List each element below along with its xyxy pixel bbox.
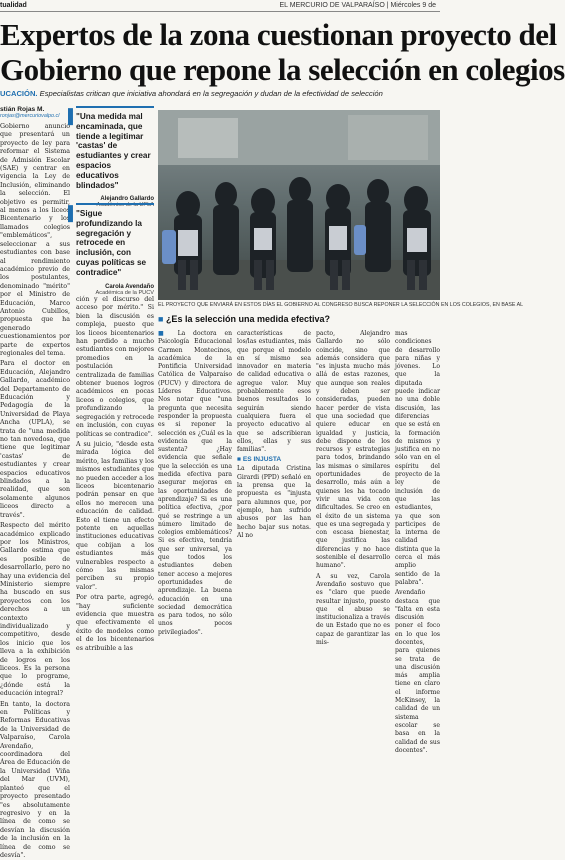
paragraph: En tanto, la doctora en Políticas y Reformas Educativas de la Universidad de Valparaíso, Carola Avendaño, coordinadora del Área de Educación de la Universidad Viña del Mar (UVM), planteó que el proyecto presentado "es absolutamente regresivo y en la línea de como se desvían la discusión de la inclusión en la línea de como se desvía". [0,700,70,859]
pull-quote-role: Académico de la UPLA [96,202,154,209]
article-column-6 [395,330,440,754]
byline-name: stián Rojas M. [0,106,45,113]
section-subhead [158,314,440,324]
deck [0,89,460,98]
headline [0,17,565,87]
paragraph: características de los/las estudiantes, más que porque el modelo en sí mismo sea innovador en materia de calidad educativa o agregue valor. Muy probablemente esos buenos resultados lo seguirán siendo cualquiera fuera el proyecto educativo al que se adscribieran ellos, ellas y sus familias". [237,330,311,454]
pull-quote-2 [68,203,154,296]
square-bullet-icon: ■ [158,330,178,337]
square-bullet-icon: ■ [158,314,166,324]
header-divider [0,11,440,12]
pull-quote-role: Académica de la PUCV [95,289,154,296]
publication-date-line: EL MERCURIO DE VALPARAÍSO | Miércoles 9 de [279,2,436,9]
section-label: tualidad [0,2,27,9]
students-photo-illustration [158,110,440,300]
inline-subtitle [237,456,311,463]
paragraph: Avendaño destaca que "falta en esta discusión poner el foco en lo que los docentes, para quienes se trata de una discusión más amplia tiene en claro el informe McKinsey, la calidad de un sistema escolar se basa en la calidad de sus docentes". [395,589,440,754]
pull-quote-text: "Una medida mal encaminada, que tiende a legitimar 'castas' de estudiantes y crear espacios educativos blindados" [76,112,151,190]
article-column-4 [237,330,311,550]
paragraph: Respecto del mérito académico explicado por los Ministros, Gallardo estima que es posible de desarrollarlo, pero no hay una evidencia del Ministerio siempre ha buscado en sus proyectos con los derechos a un contexto individualizado y competitivo, desde los inicio que los lleva a la exhibición de logros en los liceos. Es la persona que lo programe, ¿dónde está la educación integral? [0,522,70,698]
paragraph-text: La doctora en Psicología Educacional Carmen Montecinos, académica de la Pontificia Universidad Católica de Valparaíso (PUCV) y directora de Líderes Educativos. Nos notar que "una pregunta que necesita responder la propuesta es si reponer la selección es ¿Cuál es la evidencia que la sustenta? ¿Hay evidencia que señale que la selección es una medida efectiva para asegurar mejoras en las oportunidades de aprendizaje? Si es una política efectiva, ¿por qué se restringe a un número limitado de colegios emblemáticos? Si es efectiva, tendría que ser universal, ya que todos los estudiantes deben tener acceso a mejores oportunidades de aprendizaje. La buena educación en una sociedad democrática es para todos, no sólo unos pocos privilegiados". [158,330,232,636]
paragraph: mas condiciones de desarrollo para niñas y jóvenes. Lo que la diputada puede indicar no una doble discusión, las diferencias que se está en la formación de mismos y justifica en no sólo van en el espíritu del proyecto de la ley de inclusión de que las estudiantes, ya que son participes de la interna de calidad distinta que la cerca el más amplio sentido de la palabra". [395,330,440,586]
paragraph: A su juicio, "desde esta mirada lógica del mérito, las familias y los mismos estudiantes que no pueden acceder a los liceos bicentenario podrán pensar en que ellos no merecen una educación de calidad. Esto el tiene un efecto potente en aquellas instituciones educativas que cobijan a los estudiantes más vulnerables respecto a cómo las mismas perciben su propio valor". [76,440,154,591]
headline-line-2: Gobierno que repone la selección en colegios [0,52,565,87]
deck-tag: UCACIÓN. [0,89,38,98]
paragraph: Por otra parte, agregó, "hay suficiente evidencia que muestra que efectivamente el éxito de modelos como el de los bicentenarios es atribuible a las [76,594,154,652]
paragraph: Para el doctor en Educación, Alejandro Gallardo, académico del Departamento de Educación y Pedagogía de la Universidad de Playa Ancha (UPLA), se trata de "una medida no tan novedosa, que tiene que legitimar 'castas' de estudiantes y crear espacios educativos blindados a la realidad, que son solamente algunos liceos directo a través". [0,360,70,519]
paragraph: La diputada Cristina Girardi (PPD) señaló en la prensa que la propuesta es "injusta para alumnos que, por ejemplo, han sufrido abusos por las han hecho bajar sus notas. Al no [237,465,311,539]
article-column-1 [0,106,70,859]
paragraph: Gobierno anunció que presentará un proyecto de ley para reformar el Sistema de Admisión Escolar (SAE) y centrar en vigencia la Ley de Inclusión, eliminando la selección. El objetivo es permitir, al menos a los liceos Bicentenario y los llamados colegios "emblemáticos", seleccionar a sus estudiantes con base al rendimiento académico previo de los postulantes, denominado "mérito" por el Ministro de Educación, Marco Antonio Cubillos, propuesta que ha generado cuestionamientos por parte de expertos regionales del tema. [0,123,70,357]
pull-quote-name: Carola Avendaño [105,283,154,290]
square-bullet-icon: ■ [237,456,243,464]
article-column-3 [158,330,232,636]
article-column-5 [316,330,390,646]
photo-caption: EL PROYECTO QUE ENVIARÁ EN ESTOS DÍAS EL GOBIERNO AL CONGRESO BUSCA REPONER LA SELECCIÓN EN LOS COLEGIOS, EN BASE AL [158,302,524,308]
headline-line-1: Expertos de la zona cuestionan proyecto del [0,17,557,52]
article-column-2 [76,296,154,652]
inline-subtitle-text: ES INJUSTA [242,456,282,464]
news-photo [158,110,440,300]
paragraph: ción y el discurso del acceso por mérito." Si bien la discusión es compleja, puesto que los liceos bicentenarios han perdido a mucho estudiantes con mejores promedios en la postulación centralizada de familias obtener buenos logros académicos en pocas liceos o colegios, que profundizando la segregación y retrocede en inclusión, con cuyas políticas se contradice". [76,296,154,438]
quote-mark-icon: ▌ [68,110,78,125]
pull-quote-name: Alejandro Gallardo [100,196,154,203]
pull-quote-1 [68,106,154,209]
quote-mark-icon: ▌ [68,207,78,222]
byline-email[interactable]: ronjas@mercuriovalpo.cl [0,113,60,119]
deck-text: Especialistas critican que iniciativa ahondará en la segregación y dudan de la efectividad de selección [37,89,383,98]
section-subhead-text: ¿Es la selección una medida efectiva? [165,314,331,324]
paragraph: pacto, Alejandro Gallardo no sólo coincide, sino que además considera que "es injusta mucho más allá de estas razones, que aunque son reales y deben ser consideradas, pueden hacer perder de vista que una sociedad que quiere educar en igualdad y justicia, debe dispone de los recursos y estrategias para todos, brindando las mismas o similares oportunidades de desarrollo, más aún a quienes les ha tocado vivir una vida con dificultades. Se creo en el éxito de un sistema que es una segregada y con escasa bienestar, que justifica las diferencias y no hace sostenible el desarrollo humano". [316,330,390,570]
pull-quote-text: "Sigue profundizando la segregación y retrocede en inclusión, con cuyas políticas se contradice" [76,209,147,277]
paragraph [158,330,232,637]
paragraph: A su vez, Carola Avendaño sostuvo que es "claro que puede resultar injusto, puesto que el abuso se institucionaliza a través de un Estado que no es capaz de garantizar las mis- [316,572,390,646]
